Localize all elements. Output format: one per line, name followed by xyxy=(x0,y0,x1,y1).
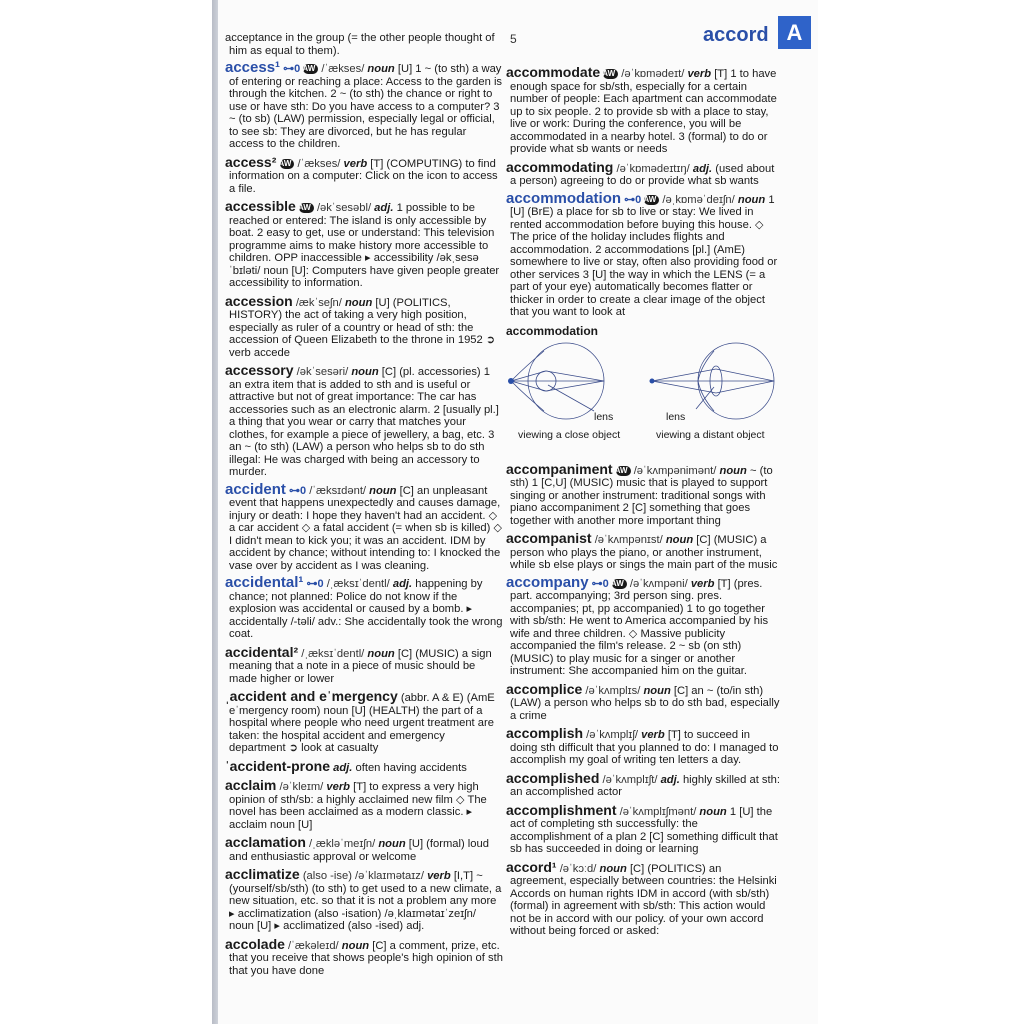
definition: [C] (POLITICS) an agreement, especially between countries: the Helsinki Accords on human rights IDM in accord (with sb/sth) (formal) in agreement with sb/sth: This action would not be in accord with our policy. of your own accord without being forced or asked: xyxy=(510,862,777,937)
dictionary-entry xyxy=(225,690,503,755)
pronunciation: /əˈkleɪm/ xyxy=(279,781,324,793)
dictionary-entry xyxy=(506,727,780,767)
part-of-speech: adj. xyxy=(392,578,413,590)
lens-label-left: lens xyxy=(594,410,614,423)
part-of-speech: verb xyxy=(326,781,351,793)
part-of-speech: noun xyxy=(665,534,694,546)
academic-word-icon: AW xyxy=(280,159,295,169)
definition: 1 [U] (BrE) a place for sb to live or stay: We lived in rented accommodation before buying this house. ◇ The price of the holiday includes flights and accommodation. 2 accommodations [pl.] (AmE) somewhere to live or stay, often also providing food or other services 3 [U] the way in which the LENS (= a part of your eye) automatically becomes flatter or thicker in order to create a clear image of the object that you want to look at xyxy=(510,193,778,318)
pronunciation: /əˈkʌmplɪʃt/ xyxy=(602,773,658,786)
key-word-icon: ⊶0 xyxy=(591,577,609,590)
definition: [T] (pres. part. accompanying; 3rd person sing. pres. accompanies; pt, pp accompanied) 1 to go together with sb/sth: He went to America accompanied by his wife and three children. ◇ Massive publicity accompanied the film's release. 2 ~ sb (on sth) (MUSIC) to play music for a singer or another instrument: She accompanied him on the guitar. xyxy=(510,577,769,677)
headword: accomplice xyxy=(506,680,583,697)
definition: 1 [U] the act of completing sth successfully: the accomplishment of a plan 2 [C] something difficult that sb has succeeded in doing or learning xyxy=(510,805,778,855)
part-of-speech: noun xyxy=(341,939,370,952)
headword: accessory xyxy=(225,362,294,378)
headword: accidental² xyxy=(225,643,299,660)
headword: access² xyxy=(225,153,277,170)
definition: often having accidents xyxy=(355,761,467,774)
pronunciation: /ækˈseʃn/ xyxy=(295,296,342,309)
academic-word-icon: AW xyxy=(644,195,659,205)
pronunciation: /əˈkɒmədeɪt/ xyxy=(621,68,685,80)
pronunciation: /əˈkʌmplɪʃmənt/ xyxy=(619,805,697,818)
part-of-speech: noun xyxy=(737,193,766,206)
academic-word-icon: AW xyxy=(616,466,631,476)
headword: accessible xyxy=(225,198,296,214)
dictionary-entry xyxy=(506,158,780,188)
dictionary-entry xyxy=(506,858,780,938)
definition: acceptance in the group (= the other people thought of him as equal to them). xyxy=(225,32,495,57)
headword: accommodation xyxy=(506,189,622,207)
headword: accident xyxy=(225,480,286,498)
part-of-speech: adj. xyxy=(660,773,680,786)
dictionary-entry xyxy=(225,153,503,196)
dictionary-entry xyxy=(506,189,780,319)
definition: [C] (MUSIC) a person who plays the piano, or another instrument, while sb else plays or sings the main part of the music xyxy=(510,534,778,571)
pronunciation: /ˌækləˈmeɪʃn/ xyxy=(309,838,376,850)
part-of-speech: verb xyxy=(343,157,368,170)
academic-word-icon: AW xyxy=(299,203,314,213)
right-column xyxy=(506,66,780,943)
part-of-speech: adj. xyxy=(692,162,713,175)
part-of-speech: noun xyxy=(699,805,727,818)
part-of-speech: verb xyxy=(641,729,665,741)
right-column-bottom-entries xyxy=(506,460,780,938)
pronunciation: /ˈækses/ xyxy=(297,157,341,170)
dictionary-entry xyxy=(506,66,780,156)
headword: accidental¹ xyxy=(225,574,304,591)
dictionary-entry xyxy=(506,573,780,678)
pronunciation: /əˈkʌmplɪs/ xyxy=(585,684,641,697)
pronunciation: /əˈkʌmpənɪst/ xyxy=(594,534,663,546)
caption-distant-object: viewing a distant object xyxy=(656,428,765,441)
part-of-speech: noun xyxy=(367,647,395,660)
pronunciation: /ˈæksɪdənt/ xyxy=(309,484,367,497)
dictionary-entry xyxy=(506,769,780,799)
part-of-speech: verb xyxy=(427,870,451,882)
pronunciation: /əkˈsesəri/ xyxy=(296,366,349,378)
dictionary-entry xyxy=(225,757,503,775)
running-head: accord xyxy=(703,24,769,46)
pronunciation: /ˌæksɪˈdentl/ xyxy=(301,647,365,660)
definition: (abbr. A & E) (AmE eˈmergency room) noun [U] (HEALTH) the part of a hospital where people who need urgent treatment are taken: the hospital accident and emergency department ➲ look at casualty xyxy=(229,692,495,754)
headword: ˈaccident-prone xyxy=(225,757,331,774)
headword: accompany xyxy=(506,573,589,591)
caption-close-object: viewing a close object xyxy=(518,428,621,441)
headword: accomplished xyxy=(506,769,600,786)
headword: accolade xyxy=(225,935,285,952)
dictionary-entry xyxy=(225,32,503,57)
pronunciation: /əˈkʌmplɪʃ/ xyxy=(586,729,638,741)
key-word-icon: ⊶0 xyxy=(624,193,642,206)
pronunciation: /əˈkɒmədeɪtɪŋ/ xyxy=(616,162,690,175)
headword: accomplishment xyxy=(506,801,617,818)
dictionary-entry xyxy=(225,836,503,863)
definition: [I,T] ~ (yourself/sb/sth) (to sth) to get used to a new climate, a new situation, etc. so that it is not a problem any more ▸ acclimatization (also -isation) /əˌklaɪmətaɪˈzeɪʃn/ noun [U] ▸ acclimatized (also -ised) adj. xyxy=(229,870,502,932)
left-column xyxy=(225,32,503,982)
definition: [T] 1 to have enough space for sb/sth, especially for a certain number of people: Each apartment can accommodate up to six people. 2 to provide sb with a place to stay, live or work: During the conference, you will be accommodated in a nearby hotel. 3 (formal) to do or provide what sb wants or needs xyxy=(510,68,777,155)
definition: [C] a comment, prize, etc. that you receive that shows people's high opinion of sth that you have done xyxy=(229,939,503,977)
definition: [U] 1 ~ (to sth) a way of entering or reaching a place: Access to the garden is through the kitchen. 2 ~ (to sth) the chance or right to use or have sth: Do you have access to a computer? 3 ~ (to sb) (LAW) permission, especially legal or official, to see sb: They are divorced, but he has regular access to the children. xyxy=(229,63,503,150)
pronunciation: /əˈkʌmpənimənt/ xyxy=(633,464,717,477)
part-of-speech: noun xyxy=(344,296,373,309)
illustration-title: accommodation xyxy=(506,323,599,338)
headword: accommodate xyxy=(506,64,601,80)
dictionary-entry xyxy=(506,532,780,572)
dictionary-entry xyxy=(225,364,503,479)
right-column-top-entries xyxy=(506,66,780,319)
headword: acclamation xyxy=(225,834,306,850)
pronunciation: /ˌæksɪˈdentl/ xyxy=(326,578,390,590)
part-of-speech: adj. xyxy=(374,202,394,214)
headword: accompaniment xyxy=(506,460,613,477)
part-of-speech: noun xyxy=(719,464,747,477)
dictionary-entry xyxy=(225,643,503,686)
pronunciation: /ˈækəleɪd/ xyxy=(288,939,339,952)
definition: [T] (COMPUTING) to find information on a computer: Click on the icon to access a file. xyxy=(229,157,498,195)
dictionary-entry xyxy=(506,460,780,528)
pronunciation: /əkˈsesəbl/ xyxy=(316,202,372,214)
pronunciation: (also -ise) /əˈklaɪmətaɪz/ xyxy=(302,870,424,882)
definition: [C] (pl. accessories) 1 an extra item that is added to sth and is useful or attractive but not of great importance: The car has accessories such as an electronic alarm. 2 [usually pl.] a thing that you wear or carry that matches your clothes, for example a piece of jewellery, a bag, etc. 3 an ~ (to sth) (LAW) a person who helps sb to do sth illegal: He was charged with being an accessory to murder. xyxy=(229,366,499,478)
part-of-speech: noun xyxy=(599,862,627,875)
headword: acclimatize xyxy=(225,866,300,882)
definition: happening by chance; not planned: Police do not know if the explosion was accidental or caused by a bomb. ▸ accidentally /-təli/ adv.: She accidentally took the wrong coat. xyxy=(229,578,503,640)
headword: accord¹ xyxy=(506,858,557,875)
definition: (used about a person) agreeing to do or provide what sb wants xyxy=(510,162,775,187)
academic-word-icon: AW xyxy=(612,579,627,589)
accommodation-illustration xyxy=(506,325,780,453)
definition: highly skilled at sth: an accomplished actor xyxy=(510,773,780,798)
definition: [C] an ~ (to/in sth) (LAW) a person who helps sb to do sth bad, especially a crime xyxy=(510,684,780,722)
key-word-icon: ⊶0 xyxy=(306,578,324,590)
headword: accommodating xyxy=(506,158,614,175)
dictionary-entry xyxy=(506,801,780,856)
definition: [T] to express a very high opinion of sth/sb: a highly acclaimed new film ◇ The novel has been acclaimed as a modern classic. ▸ acclaim noun [U] xyxy=(229,781,487,831)
dictionary-entry xyxy=(506,680,780,723)
headword: accompanist xyxy=(506,530,592,546)
dictionary-entry xyxy=(225,292,503,360)
part-of-speech: noun xyxy=(378,838,406,850)
definition: ~ (to sth) 1 [C,U] (MUSIC) music that is played to support singing or another instrument: traditional songs with piano accompaniment 2 [C] something that goes together with another more important thing xyxy=(510,464,773,527)
letter-tab: A xyxy=(778,16,811,49)
pronunciation: /əˌkɒməˈdeɪʃn/ xyxy=(662,193,735,206)
definition: [U] (POLITICS, HISTORY) the act of taking a very high position, especially as ruler of a country or head of sth: the accession of Queen Elizabeth to the throne in 1952 ➲ verb accede xyxy=(229,296,496,359)
dictionary-entry xyxy=(225,59,503,151)
dictionary-entry xyxy=(225,868,503,933)
part-of-speech: verb xyxy=(687,68,712,80)
definition: [C] an unpleasant event that happens unexpectedly and causes damage, injury or death: I hope they haven't had an accident. ◇ a car accident ◇ a fatal accident (= when sb is killed) ◇ I didn't mean to kick you; it was an accident. IDM by accident by chance; without intending to: I knocked the vase over by accident as I was cleaning. xyxy=(229,484,503,572)
pronunciation: /ˈækses/ xyxy=(321,63,365,75)
key-word-icon: ⊶0 xyxy=(283,63,301,75)
key-word-icon: ⊶0 xyxy=(288,484,307,497)
part-of-speech: adj. xyxy=(333,761,353,774)
pronunciation: /əˈkɔːd/ xyxy=(559,862,597,875)
part-of-speech: noun xyxy=(351,366,379,378)
headword: access¹ xyxy=(225,59,281,76)
definition: [T] to succeed in doing sth difficult that you planned to do: I managed to accomplish my goal of writing ten letters a day. xyxy=(510,729,779,766)
academic-word-icon: AW xyxy=(603,69,618,79)
dictionary-entry xyxy=(225,779,503,831)
lens-label-right: lens xyxy=(666,410,686,423)
pronunciation: /əˈkʌmpəni/ xyxy=(629,577,688,590)
part-of-speech: verb xyxy=(690,577,715,590)
headword: accession xyxy=(225,292,293,309)
headword: ˌaccident and eˈmergency xyxy=(225,688,398,704)
definition: 1 possible to be reached or entered: The island is only accessible by boat. 2 easy to get, use or understand: This television programme aims to make history more accessible to children. OPP inaccessible ▸ accessibility /əkˌsesəˈbɪləti/ noun [U]: Computers have given people greater accessibility to information. xyxy=(229,202,500,289)
dictionary-entry xyxy=(225,200,503,290)
headword: acclaim xyxy=(225,777,277,793)
academic-word-icon: AW xyxy=(303,64,318,74)
definition: [C] (MUSIC) a sign meaning that a note in a piece of music should be made higher or lower xyxy=(229,647,492,685)
eye-diagram-icon xyxy=(506,341,780,431)
dictionary-entry xyxy=(225,480,503,573)
page-number: 5 xyxy=(510,32,517,46)
headword: accomplish xyxy=(506,725,584,741)
definition: [U] (formal) loud and enthusiastic approval or welcome xyxy=(229,838,489,863)
part-of-speech: noun xyxy=(643,684,671,697)
dictionary-entry xyxy=(225,935,503,978)
part-of-speech: noun xyxy=(369,484,397,497)
part-of-speech: noun xyxy=(367,63,395,75)
dictionary-entry xyxy=(225,574,503,641)
